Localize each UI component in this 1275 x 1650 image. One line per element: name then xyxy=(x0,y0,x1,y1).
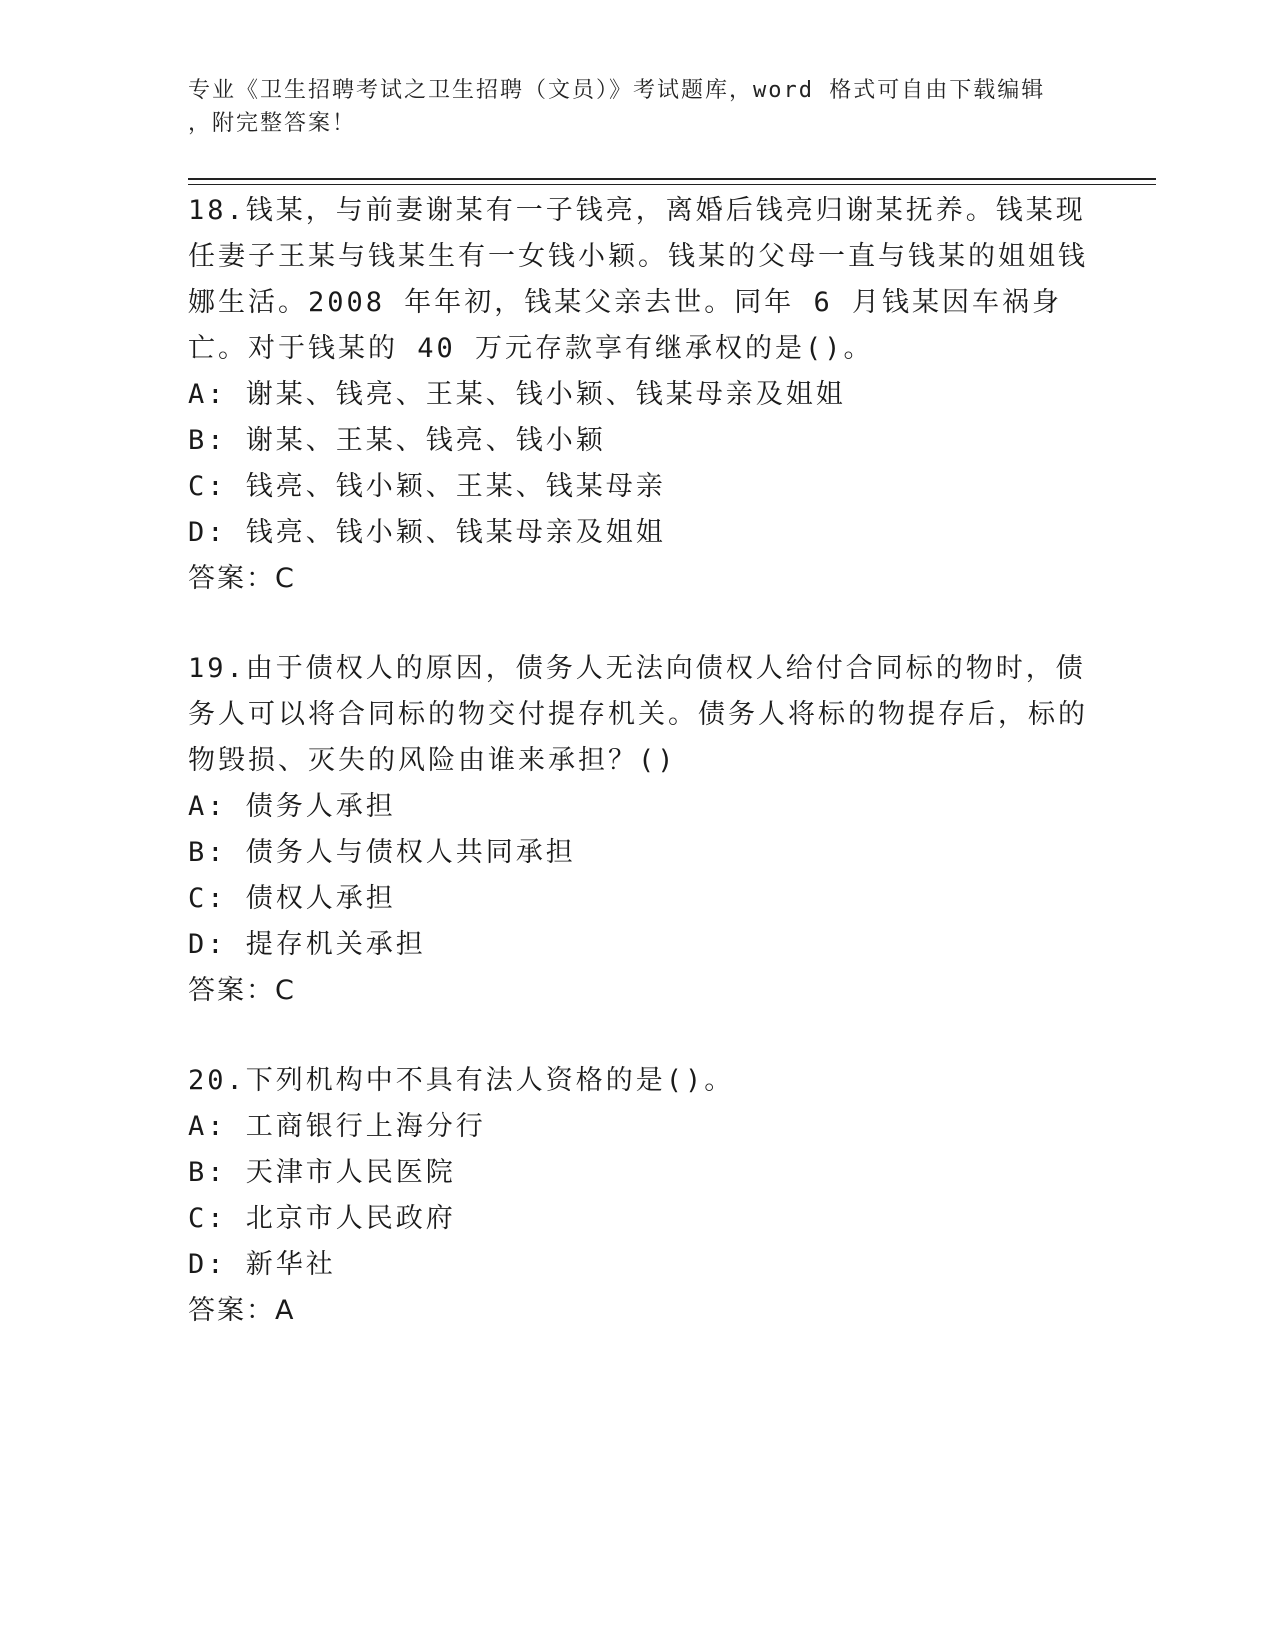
header-title-line-1: 专业《卫生招聘考试之卫生招聘（文员）》考试题库，word 格式可自由下载编辑 xyxy=(188,78,1046,103)
answer-line: 答案：C xyxy=(188,563,296,594)
header-title-line-2: ，附完整答案！ xyxy=(188,111,357,136)
option-b: B: 债务人与债权人共同承担 xyxy=(188,837,576,868)
option-c: C: 钱亮、钱小颖、王某、钱某母亲 xyxy=(188,471,666,502)
header-divider-thick xyxy=(188,178,1156,180)
option-d: D: 新华社 xyxy=(188,1249,336,1280)
header-divider-thin xyxy=(188,184,1156,185)
option-b: B: 谢某、王某、钱亮、钱小颖 xyxy=(188,425,606,456)
option-a: A: 谢某、钱亮、王某、钱小颖、钱某母亲及姐姐 xyxy=(188,379,846,410)
answer-line: 答案：A xyxy=(188,1295,296,1326)
option-a: A: 债务人承担 xyxy=(188,791,396,822)
question-19 xyxy=(188,646,1088,1014)
question-stem: 20.下列机构中不具有法人资格的是()。 xyxy=(188,1065,735,1096)
option-b: B: 天津市人民医院 xyxy=(188,1157,456,1188)
option-a: A: 工商银行上海分行 xyxy=(188,1111,486,1142)
option-d: D: 提存机关承担 xyxy=(188,929,426,960)
question-18 xyxy=(188,188,1088,602)
question-20 xyxy=(188,1058,1088,1334)
question-stem: 19.由于债权人的原因，债务人无法向债权人给付合同标的物时，债务人可以将合同标的物交付提存机关。债务人将标的物提存后，标的物毁损、灭失的风险由谁来承担？() xyxy=(188,653,1088,776)
answer-line: 答案：C xyxy=(188,975,296,1006)
option-c: C: 北京市人民政府 xyxy=(188,1203,456,1234)
document-header xyxy=(188,74,1088,140)
option-c: C: 债权人承担 xyxy=(188,883,396,914)
option-d: D: 钱亮、钱小颖、钱某母亲及姐姐 xyxy=(188,517,666,548)
question-stem: 18.钱某，与前妻谢某有一子钱亮，离婚后钱亮归谢某抚养。钱某现任妻子王某与钱某生有一女钱小颖。钱某的父母一直与钱某的姐姐钱娜生活。2008 年年初，钱某父亲去世。同年 6 月钱某因车祸身亡。对于钱某的 40 万元存款享有继承权的是()。 xyxy=(188,195,1088,364)
